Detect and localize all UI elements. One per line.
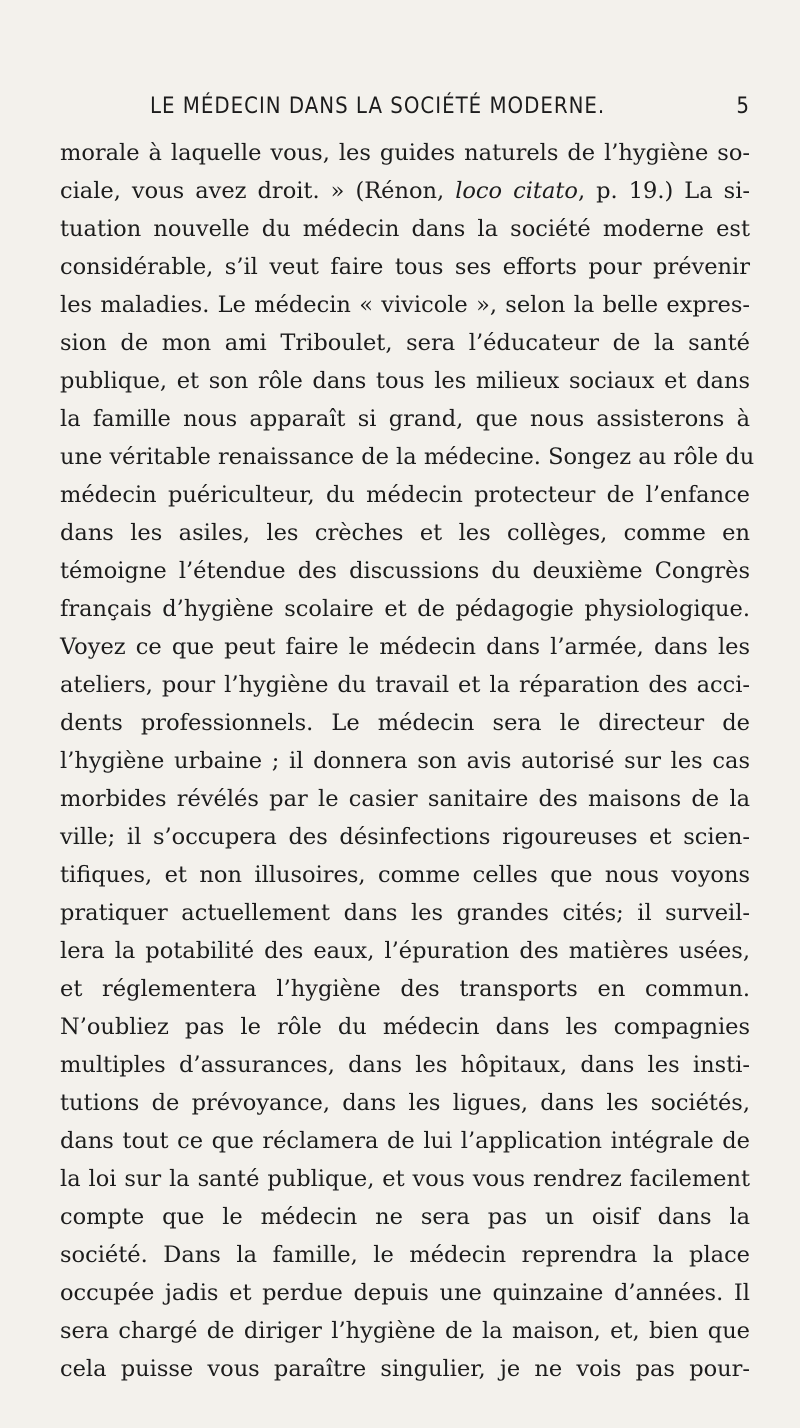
text-line-23: et réglementera l’hygiène des transports en commun. bbox=[60, 976, 750, 1002]
page-number: 5 bbox=[736, 94, 750, 119]
text-line-5: les maladies. Le médecin « vivicole », selon la belle expres- bbox=[60, 292, 750, 318]
text-line-2 bbox=[60, 172, 750, 210]
text-line-2-start: ciale, vous avez droit. » (Rénon, bbox=[60, 178, 456, 204]
text-line-31: occupée jadis et perdue depuis une quinzaine d’années. Il bbox=[60, 1280, 750, 1306]
text-line-33: cela puisse vous paraître singulier, je ne vois pas pour- bbox=[60, 1356, 750, 1382]
text-line-29: compte que le médecin ne sera pas un oisif dans la bbox=[60, 1204, 750, 1230]
text-line-2-end: , p. 19.) La si- bbox=[577, 178, 751, 204]
text-line-12: témoigne l’étendue des discussions du deuxième Congrès bbox=[60, 558, 750, 584]
text-line-10: médecin puériculteur, du médecin protecteur de l’enfance bbox=[60, 482, 750, 508]
running-title: LE MÉDECIN DANS LA SOCIÉTÉ MODERNE. bbox=[150, 94, 606, 119]
text-line-11: dans les asiles, les crèches et les collèges, comme en bbox=[60, 520, 750, 546]
running-head bbox=[60, 88, 750, 128]
text-line-16: dents professionnels. Le médecin sera le directeur de bbox=[60, 710, 750, 736]
text-line-14: Voyez ce que peut faire le médecin dans l’armée, dans les bbox=[60, 634, 750, 660]
text-line-6: sion de mon ami Triboulet, sera l’éducateur de la santé bbox=[60, 330, 750, 356]
text-line-8: la famille nous apparaît si grand, que nous assisterons à bbox=[60, 406, 750, 432]
text-line-20: tifiques, et non illusoires, comme celles que nous voyons bbox=[60, 862, 750, 888]
text-line-9: une véritable renaissance de la médecine. Songez au rôle du bbox=[60, 444, 755, 470]
text-line-22: lera la potabilité des eaux, l’épuration des matières usées, bbox=[60, 938, 750, 964]
italic-citation: loco citato bbox=[455, 178, 578, 204]
text-line-1: morale à laquelle vous, les guides naturels de l’hygiène so- bbox=[60, 140, 750, 166]
text-line-15: ateliers, pour l’hygiène du travail et la réparation des acci- bbox=[60, 672, 750, 698]
text-line-18: morbides révélés par le casier sanitaire des maisons de la bbox=[60, 786, 750, 812]
text-line-7: publique, et son rôle dans tous les milieux sociaux et dans bbox=[60, 368, 750, 394]
body-text bbox=[60, 134, 755, 1388]
text-line-19: ville; il s’occupera des désinfections rigoureuses et scien- bbox=[60, 824, 750, 850]
text-line-17: l’hygiène urbaine ; il donnera son avis autorisé sur les cas bbox=[60, 748, 750, 774]
text-line-3: tuation nouvelle du médecin dans la société moderne est bbox=[60, 216, 750, 242]
text-line-30: société. Dans la famille, le médecin reprendra la place bbox=[60, 1242, 750, 1268]
text-line-25: multiples d’assurances, dans les hôpitaux, dans les insti- bbox=[60, 1052, 750, 1078]
text-line-27: dans tout ce que réclamera de lui l’application intégrale de bbox=[60, 1128, 750, 1154]
text-line-21: pratiquer actuellement dans les grandes cités; il surveil- bbox=[60, 900, 750, 926]
text-line-28: la loi sur la santé publique, et vous vous rendrez facilement bbox=[60, 1166, 750, 1192]
text-line-32: sera chargé de diriger l’hygiène de la maison, et, bien que bbox=[60, 1318, 750, 1344]
text-line-24: N’oubliez pas le rôle du médecin dans les compagnies bbox=[60, 1014, 750, 1040]
text-line-26: tutions de prévoyance, dans les ligues, dans les sociétés, bbox=[60, 1090, 750, 1116]
text-line-4: considérable, s’il veut faire tous ses efforts pour prévenir bbox=[60, 254, 750, 280]
text-line-13: français d’hygiène scolaire et de pédagogie physiologique. bbox=[60, 596, 750, 622]
